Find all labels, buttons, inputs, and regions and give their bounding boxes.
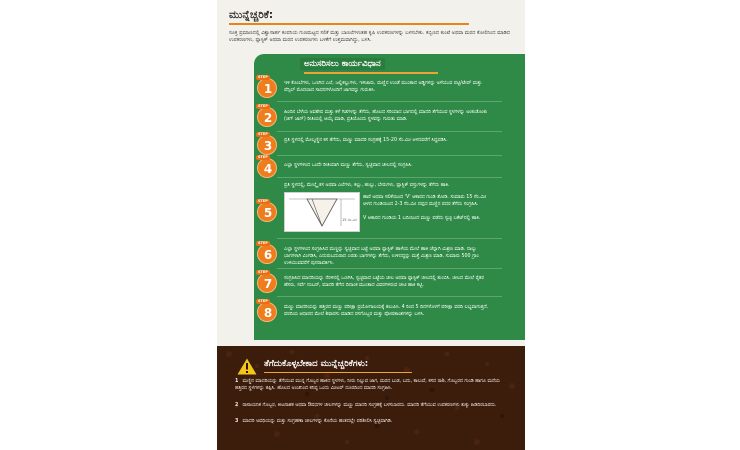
step-word: STEP [258,270,268,274]
step-divider [277,131,502,132]
step-text: ಎಲ್ಲಾ ಸ್ಥಳಗಳಿಂದ ಒಂದೇ ರೀತಿಯಾಗಿ ಮಣ್ಣು ತೆಗೆದು, ಸ್ವಚ್ಛವಾದ ಚೀಲದಲ್ಲಿ ಸಂಗ್ರಹಿಸಿ. [284,163,413,168]
precaution-number: 2 [235,403,239,408]
precaution-text: ಮಾದರಿ ಅವಧಿಯನ್ನು ಮತ್ತು ಸಂಗ್ರಹಣಾ ಚೀಲಗಳನ್ನು ಕೊನೆಯ ಹಂತದಲ್ಲೇ ಪರಿಶೀಲಿಸಿ ಸ್ವಚ್ಛವಾಗಿಡಿ. [242,419,393,424]
step-text: V ಆಕಾರದ ಗುಂಡಿಯ 1 ಬದಿಯಿಂದ ಮಣ್ಣು ಪಡೆದು ಸ್ವಚ್ಛ ಬಕೆಟ್‌ನಲ್ಲಿ ಹಾಕಿ. [363,216,481,221]
step-text: ಪ್ರತಿ ಸ್ಥಳದಲ್ಲಿ, ಮೇಲ್ಮೈ ಕಸ ಅಥವಾ ಎಲೆಗಳು, ಕಲ್ಲು, ಹುಲ್ಲು, ಬೇರುಗಳು, ಪ್ಲಾಸ್ಟಿಕ್ ವಸ್ತುಗಳನ್ನು ತೆಗೆದು ಹಾಕಿ. [284,183,450,188]
precautions-section [217,346,525,450]
step-badge [257,132,277,155]
precaution-item [235,402,507,409]
depth-label: 15 ಸೆಂ.ಮೀ [342,218,357,222]
v-cut-illustration [285,193,359,231]
step-text: ಎಲ್ಲಾ ಸ್ಥಳಗಳಿಂದ ಸಂಗ್ರಹಿಸಿದ ಮಣ್ಣನ್ನು ಸ್ವಚ್ಛವಾದ ಬಟ್ಟೆ ಅಥವಾ ಪ್ಲಾಸ್ಟಿಕ್ ಹಾಳೆಯ ಮೇಲೆ ಹಾಕಿ ಚೆನ್ನಾಗಿ ಮಿಶ್ರಣ ಮಾಡಿ. ನಾಲ್ಕು ಭಾಗಗಳಾಗಿ ವಿಂಗಡಿಸಿ, ಎದುರುಬದುರಾದ ಎರಡು ಭಾಗಗಳನ್ನು ತೆಗೆದು, ಉಳಿದದ್ದನ್ನು ಮತ್ತೆ ಮಿಶ್ರಣ ಮಾಡಿ. ಸುಮಾರು 500 ಗ್ರಾಂ ಉಳಿಯುವವರೆಗೆ ಪುನರಾವರ್ತಿಸಿ. [284,247,479,266]
procedure-title-underline [304,72,438,74]
procedure-title: ಅನುಸರಿಸಲು ಕಾರ್ಯವಿಧಾನ [300,58,385,70]
step-word: STEP [258,299,268,303]
precaution-number: 1 [235,379,239,384]
step-text: ಮಣ್ಣು ಮಾದರಿಯನ್ನು ಹತ್ತಿರದ ಮಣ್ಣು ಪರೀಕ್ಷಾ ಪ್ರಯೋಗಾಲಯಕ್ಕೆ ತಲುಪಿಸಿ. 4 ರಿಂದ 5 ದಿನಗಳೊಳಗೆ ಪರೀಕ್ಷಾ ವರದಿ ಲಭ್ಯವಾಗುತ್ತದೆ. ವರದಿಯ ಆಧಾರದ ಮೇಲೆ ಶಿಫಾರಸು ಮಾಡಿದ ರಸಗೊಬ್ಬರ ಮತ್ತು ಪೋಷಕಾಂಶಗಳನ್ನು ಬಳಸಿ. [284,305,489,317]
step-text: ಹಿಂದಿನ ಬೆಳೆಯ ಅವಶೇಷ ಮತ್ತು ಕಳೆ ಗಿಡಗಳನ್ನು ತೆಗೆದು, ಹೊಲದ ಸರಿಯಾದ ಭಾಗದಲ್ಲಿ ಮಾದರಿ ತೆಗೆಯುವ ಸ್ಥಳಗಳನ್ನು ಅಂಕುಡೊಂಕು (ಜಿಗ್ ಜಾಗ್) ರೀತಿಯಲ್ಲಿ ಆಯ್ಕೆ ಮಾಡಿ, ಪ್ರತಿಯೊಂದು ಸ್ಥಳವನ್ನು ಗುರುತು ಮಾಡಿ. [284,110,488,122]
precautions-title: ತೆಗೆದುಕೊಳ್ಳಬೇಕಾದ ಮುನ್ನೆಚ್ಚರಿಕೆಗಳು: [264,359,369,369]
v-cut-diagram [284,192,360,232]
warning-icon [237,358,257,375]
step-word: STEP [258,199,268,203]
step-number: 8 [263,306,273,320]
step-badge [257,270,277,293]
step-word: STEP [258,75,268,79]
step-divider [277,101,502,102]
step-badge [257,241,277,264]
step-number: 7 [263,277,273,291]
step-divider [277,177,502,178]
step-number: 1 [263,82,273,96]
step-word: STEP [258,155,268,159]
step-number: 5 [263,206,273,220]
step-number: 6 [263,248,273,262]
step-divider [277,238,502,239]
step-number: 3 [263,139,273,153]
precaution-text: ರಾಸಾಯನಿಕ ಗೊಬ್ಬರ, ಕೀಟನಾಶಕ ಅಥವಾ ಔಷಧಗಳ ಚೀಲಗಳನ್ನು ಮಣ್ಣು ಮಾದರಿ ಸಂಗ್ರಹಕ್ಕೆ ಬಳಸಬಾರದು. ಮಾದರಿ ತೆಗೆಯುವ ಉಪಕರಣಗಳು ತುಕ್ಕು ಹಿಡಿದಿರಬಾರದು. [242,403,497,408]
step-text: ಪ್ರತಿ ಸ್ಥಳದಲ್ಲಿ ಮೇಲ್ಮಣ್ಣಿನ ಕಸ ತೆಗೆದು, ಮಣ್ಣು ಮಾದರಿ ಸಂಗ್ರಹಕ್ಕೆ 15-20 ಸೆಂ.ಮೀ ಆಳದವರೆಗೆ ಸಿದ್ಧಪಡಿಸಿ. [284,138,448,143]
precautions-header [237,358,369,379]
step-badge [257,299,277,322]
step-badge [257,199,277,222]
precaution-item [235,378,507,392]
step-word: STEP [258,104,268,108]
step-text: ಹಾರೆ ಅಥವಾ ಸಲಿಕೆಯಿಂದ 'V' ಆಕಾರದ ಗುಂಡಿ ತೋಡಿ. ಸುಮಾರು 15 ಸೆಂ.ಮೀ ಆಳದ ಗುಂಡಿಯಿಂದ 2-3 ಸೆಂ.ಮೀ ದಪ್ಪದ ಮಣ್ಣಿನ ಪದರ ತೆಗೆದು ಸಂಗ್ರಹಿಸಿ. [363,195,487,207]
step-badge [257,75,277,98]
precautions-title-underline [264,372,412,373]
step-divider [277,155,502,156]
step-word: STEP [258,241,268,245]
step-divider [277,296,502,297]
precaution-item [235,418,507,425]
step-text: ಇಳಿ ಕೊಂಬೆಗಳು, ಒಣಗಿದ ಎಲೆ, ಜಲ್ಲಿಕಲ್ಲುಗಳು, ಇಳಿಜಾರು, ಮಣ್ಣಿನ ಉಂಡೆ ಮುಂತಾದ ಅಡ್ಡಿಗಳನ್ನು ಅಳೆಯುವ ಪಟ್ಟಿ/ಟೇಪ್ ಮತ್ತು ಪೆನ್ಸಿಲ್ ಮೊದಲಾದ ಸಾಧನಗಳೊಂದಿಗೆ ಜಾಗವನ್ನು ಗುರುತಿಸಿ. [284,81,482,93]
caution-text: ಸೂಕ್ತ ಪ್ರಮಾಣದಲ್ಲಿ ವಿಶ್ವಾಸಾರ್ಹ ಕಂಪನಿಯ ಗುಣಮಟ್ಟದ ಸಲಿಕೆ ಮತ್ತು ಬಾಣಲೆಗಳಂತಹ ಕೃಷಿ ಉಪಕರಣಗಳನ್ನು ಬಳಸಬೇಕು. ಕಬ್ಬಿಣದ ಕುಂಟೆ ಅಥವಾ ಮರದ ಕೋಲಿನಿಂದ ಮಾಡಿದ ಉಪಕರಣಗಳು, ಪ್ಲಾಸ್ಟಿಕ್ ಅಥವಾ ಮರದ ಉಪಕರಣಗಳು ಬಳಕೆಗೆ ಉತ್ತಮವಾಗಿದ್ದು, ಬಳಸಿ. [229,29,510,43]
step-word: STEP [258,132,268,136]
precaution-text: ಮಣ್ಣಿನ ಮಾದರಿಯನ್ನು ತೆಗೆಯುವ ಮುನ್ನ ಗೊಬ್ಬರ ಹಾಕಿದ ಸ್ಥಳಗಳು, ನೀರು ನಿಲ್ಲುವ ಜಾಗ, ಮರದ ಬುಡ, ಬದು, ಕಾಲುವೆ, ಕಸದ ರಾಶಿ, ಗೊಬ್ಬರದ ಗುಂಡಿ ಹಾಗೂ ಮನೆಯ ಹತ್ತಿರದ ಸ್ಥಳಗಳನ್ನು ತಪ್ಪಿಸಿ. ಹೊಲದ ಅಂಚಿನಿಂದ ಕನಿಷ್ಠ ಒಂದು ಮೀಟರ್ ದೂರದಿಂದ ಮಾದರಿ ಸಂಗ್ರಹಿಸಿ. [235,379,500,391]
step-number: 2 [263,111,273,125]
caution-title-underline [229,23,469,25]
caution-section [229,8,519,45]
step-badge [257,104,277,127]
step-badge [257,155,277,178]
soil-sampling-leaflet [217,0,525,450]
caution-title: ಮುನ್ನೆಚ್ಚರಿಕೆ: [229,9,274,21]
step-text: ಸಂಗ್ರಹಿಸಿದ ಮಾದರಿಯನ್ನು ನೆರಳಿನಲ್ಲಿ ಒಣಗಿಸಿ, ಸ್ವಚ್ಛವಾದ ಬಟ್ಟೆಯ ಚೀಲ ಅಥವಾ ಪ್ಲಾಸ್ಟಿಕ್ ಚೀಲದಲ್ಲಿ ತುಂಬಿಸಿ. ಚೀಲದ ಮೇಲೆ ರೈತರ ಹೆಸರು, ಸರ್ವೆ ನಂಬರ್, ಮಾದರಿ ತೆಗೆದ ದಿನಾಂಕ ಮುಂತಾದ ವಿವರಗಳಿರುವ ಚೀಟಿ ಹಾಕಿ ಕಟ್ಟಿ. [284,276,484,288]
step-number: 4 [263,162,273,176]
precaution-number: 3 [235,419,239,424]
step-divider [277,268,502,269]
